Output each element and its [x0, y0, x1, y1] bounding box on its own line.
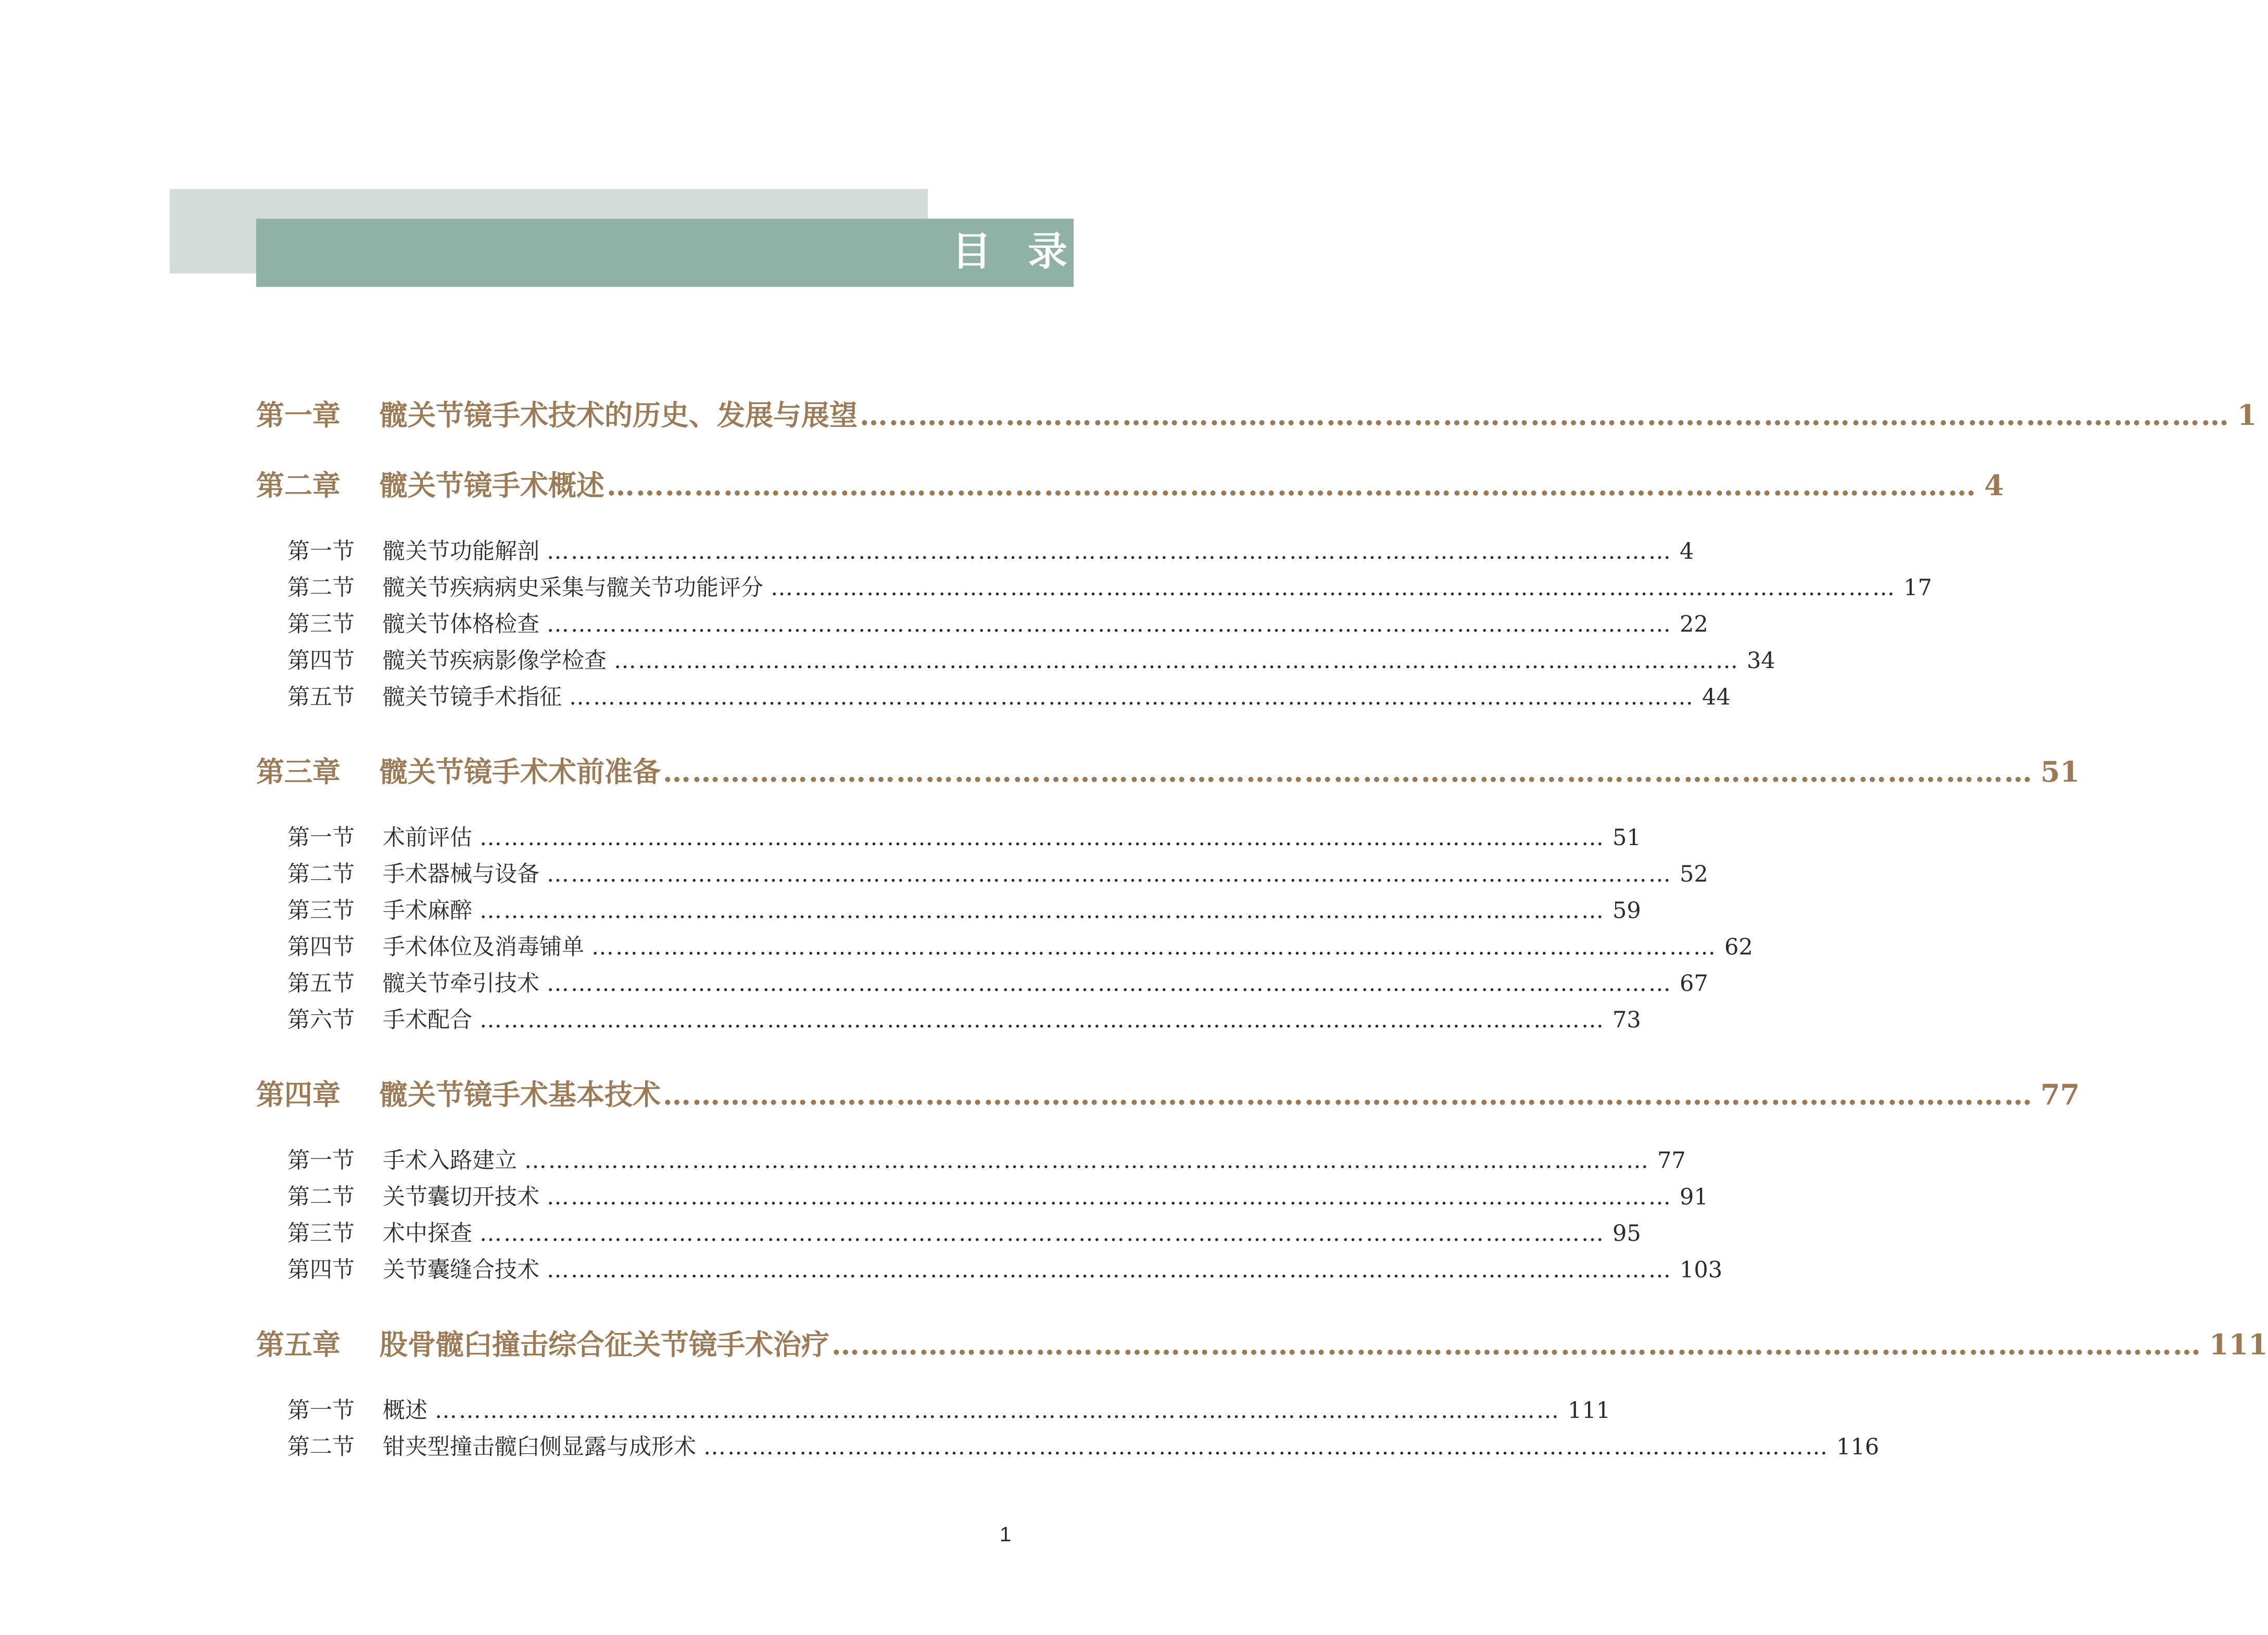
section-title: 手术体位及消毒铺单 [383, 934, 584, 960]
section-page: 67 [1680, 971, 1708, 997]
section-number: 第三节 [287, 611, 355, 637]
section-title: 手术器械与设备 [383, 861, 539, 887]
toc-section[interactable] [287, 1179, 1708, 1210]
section-title: 概述 [383, 1398, 427, 1424]
section-number: 第五节 [287, 684, 355, 710]
toc-section[interactable] [287, 534, 1694, 564]
toc-section[interactable] [287, 607, 1708, 637]
dot-leader: …………………………………………………………………………………………………………………………… [569, 684, 1695, 710]
section-number: 第四节 [287, 1257, 355, 1283]
section-title: 手术麻醉 [383, 898, 472, 924]
toc-section[interactable] [287, 643, 1775, 674]
section-title: 髋关节镜手术指征 [383, 684, 562, 710]
section-page: 51 [1612, 825, 1641, 851]
chapter-title: 髋关节镜手术基本技术 [380, 1078, 661, 1111]
chapter-number: 第四章 [256, 1078, 341, 1111]
section-number: 第四节 [287, 934, 355, 960]
section-number: 第一节 [287, 825, 355, 851]
section-number: 第二节 [287, 575, 355, 601]
toc-section[interactable] [287, 820, 1641, 851]
toc-section[interactable] [287, 1429, 1880, 1460]
toc-chapter[interactable] [256, 463, 2004, 505]
section-page: 4 [1680, 538, 1694, 564]
toc-section[interactable] [287, 929, 1753, 960]
section-page: 62 [1724, 934, 1753, 960]
dot-leader: …………………………………………………………………………………………………………………………… [663, 1078, 2033, 1111]
section-page: 95 [1612, 1221, 1641, 1247]
section-title: 髋关节体格检查 [383, 611, 539, 637]
dot-leader: …………………………………………………………………………………………………………………………… [480, 825, 1605, 851]
toc-section[interactable] [287, 1393, 1611, 1424]
section-title: 术前评估 [383, 825, 472, 851]
section-page: 77 [1657, 1148, 1686, 1174]
section-title: 手术入路建立 [383, 1148, 517, 1174]
dot-leader: …………………………………………………………………………………………………………………………… [663, 755, 2033, 788]
chapter-title: 髋关节镜手术概述 [380, 469, 604, 502]
toc-section[interactable] [287, 1002, 1641, 1033]
section-title: 髋关节疾病影像学检查 [383, 648, 607, 674]
toc-section[interactable] [287, 1143, 1686, 1174]
dot-leader: …………………………………………………………………………………………………………………………… [831, 1328, 2202, 1361]
toc-section[interactable] [287, 1252, 1723, 1283]
dot-leader: …………………………………………………………………………………………………………………………… [524, 1148, 1650, 1174]
section-title: 术中探查 [383, 1221, 472, 1247]
chapter-number: 第一章 [256, 398, 341, 432]
section-number: 第六节 [287, 1007, 355, 1033]
section-page: 44 [1702, 684, 1731, 710]
dot-leader: …………………………………………………………………………………………………………………………… [703, 1434, 1829, 1460]
toc-section[interactable] [287, 1216, 1641, 1247]
dot-leader: …………………………………………………………………………………………………………………………… [547, 611, 1672, 637]
chapter-number: 第五章 [256, 1328, 341, 1361]
dot-leader: …………………………………………………………………………………………………………………………… [771, 575, 1896, 601]
section-page: 22 [1680, 611, 1708, 637]
section-number: 第一节 [287, 1398, 355, 1424]
chapter-number: 第二章 [256, 469, 341, 502]
dot-leader: …………………………………………………………………………………………………………………………… [614, 648, 1740, 674]
chapter-page: 111 [2209, 1328, 2268, 1361]
section-page: 91 [1680, 1184, 1708, 1210]
section-number: 第二节 [287, 861, 355, 887]
chapter-title: 髋关节镜手术技术的历史、发展与展望 [380, 398, 858, 432]
dot-leader: …………………………………………………………………………………………………………………………… [547, 861, 1672, 887]
section-number: 第四节 [287, 648, 355, 674]
section-page: 116 [1836, 1434, 1880, 1460]
section-page: 52 [1680, 861, 1708, 887]
toc-section[interactable] [287, 893, 1641, 924]
section-title: 髋关节功能解剖 [383, 538, 539, 564]
section-number: 第三节 [287, 1221, 355, 1247]
section-title: 关节囊切开技术 [383, 1184, 539, 1210]
chapter-page: 1 [2237, 398, 2257, 432]
dot-leader: …………………………………………………………………………………………………………………………… [480, 898, 1605, 924]
toc-chapter[interactable] [256, 750, 2080, 791]
section-number: 第三节 [287, 898, 355, 924]
toc-section[interactable] [287, 966, 1708, 997]
dot-leader: …………………………………………………………………………………………………………………………… [591, 934, 1717, 960]
dot-leader: …………………………………………………………………………………………………………………………… [547, 538, 1672, 564]
section-number: 第二节 [287, 1434, 355, 1460]
section-number: 第一节 [287, 1148, 355, 1174]
toc-section[interactable] [287, 857, 1708, 887]
chapter-page: 4 [1984, 469, 2004, 502]
chapter-title: 髋关节镜手术术前准备 [380, 755, 661, 788]
chapter-page: 77 [2040, 1078, 2080, 1111]
toc-chapter[interactable] [256, 1323, 2268, 1364]
toc-section[interactable] [287, 570, 1932, 601]
chapter-page: 51 [2040, 755, 2080, 788]
page-number: 1 [1000, 1523, 1012, 1546]
section-number: 第二节 [287, 1184, 355, 1210]
dot-leader: …………………………………………………………………………………………………………………………… [480, 1221, 1605, 1247]
dot-leader: …………………………………………………………………………………………………………………………… [435, 1398, 1560, 1424]
toc-chapter[interactable] [256, 1073, 2080, 1114]
section-page: 17 [1904, 575, 1932, 601]
chapter-number: 第三章 [256, 755, 341, 788]
toc-chapter[interactable] [256, 393, 2257, 435]
dot-leader: …………………………………………………………………………………………………………………………… [547, 1257, 1672, 1283]
dot-leader: …………………………………………………………………………………………………………………………… [547, 1184, 1672, 1210]
section-title: 关节囊缝合技术 [383, 1257, 539, 1283]
section-title: 髋关节疾病病史采集与髋关节功能评分 [383, 575, 763, 601]
section-page: 111 [1568, 1398, 1611, 1424]
section-number: 第一节 [287, 538, 355, 564]
dot-leader: …………………………………………………………………………………………………………………………… [860, 398, 2230, 432]
section-page: 59 [1612, 898, 1641, 924]
toc-section[interactable] [287, 680, 1731, 710]
chapter-title: 股骨髋臼撞击综合征关节镜手术治疗 [380, 1328, 829, 1361]
section-page: 103 [1680, 1257, 1723, 1283]
dot-leader: …………………………………………………………………………………………………………………………… [547, 971, 1672, 997]
section-title: 钳夹型撞击髋臼侧显露与成形术 [383, 1434, 696, 1460]
page-title: 目录 [952, 228, 1104, 274]
section-title: 手术配合 [383, 1007, 472, 1033]
section-title: 髋关节牵引技术 [383, 971, 539, 997]
section-page: 73 [1612, 1007, 1641, 1033]
section-number: 第五节 [287, 971, 355, 997]
dot-leader: …………………………………………………………………………………………………………………………… [607, 469, 1977, 502]
dot-leader: …………………………………………………………………………………………………………………………… [480, 1007, 1605, 1033]
section-page: 34 [1747, 648, 1775, 674]
